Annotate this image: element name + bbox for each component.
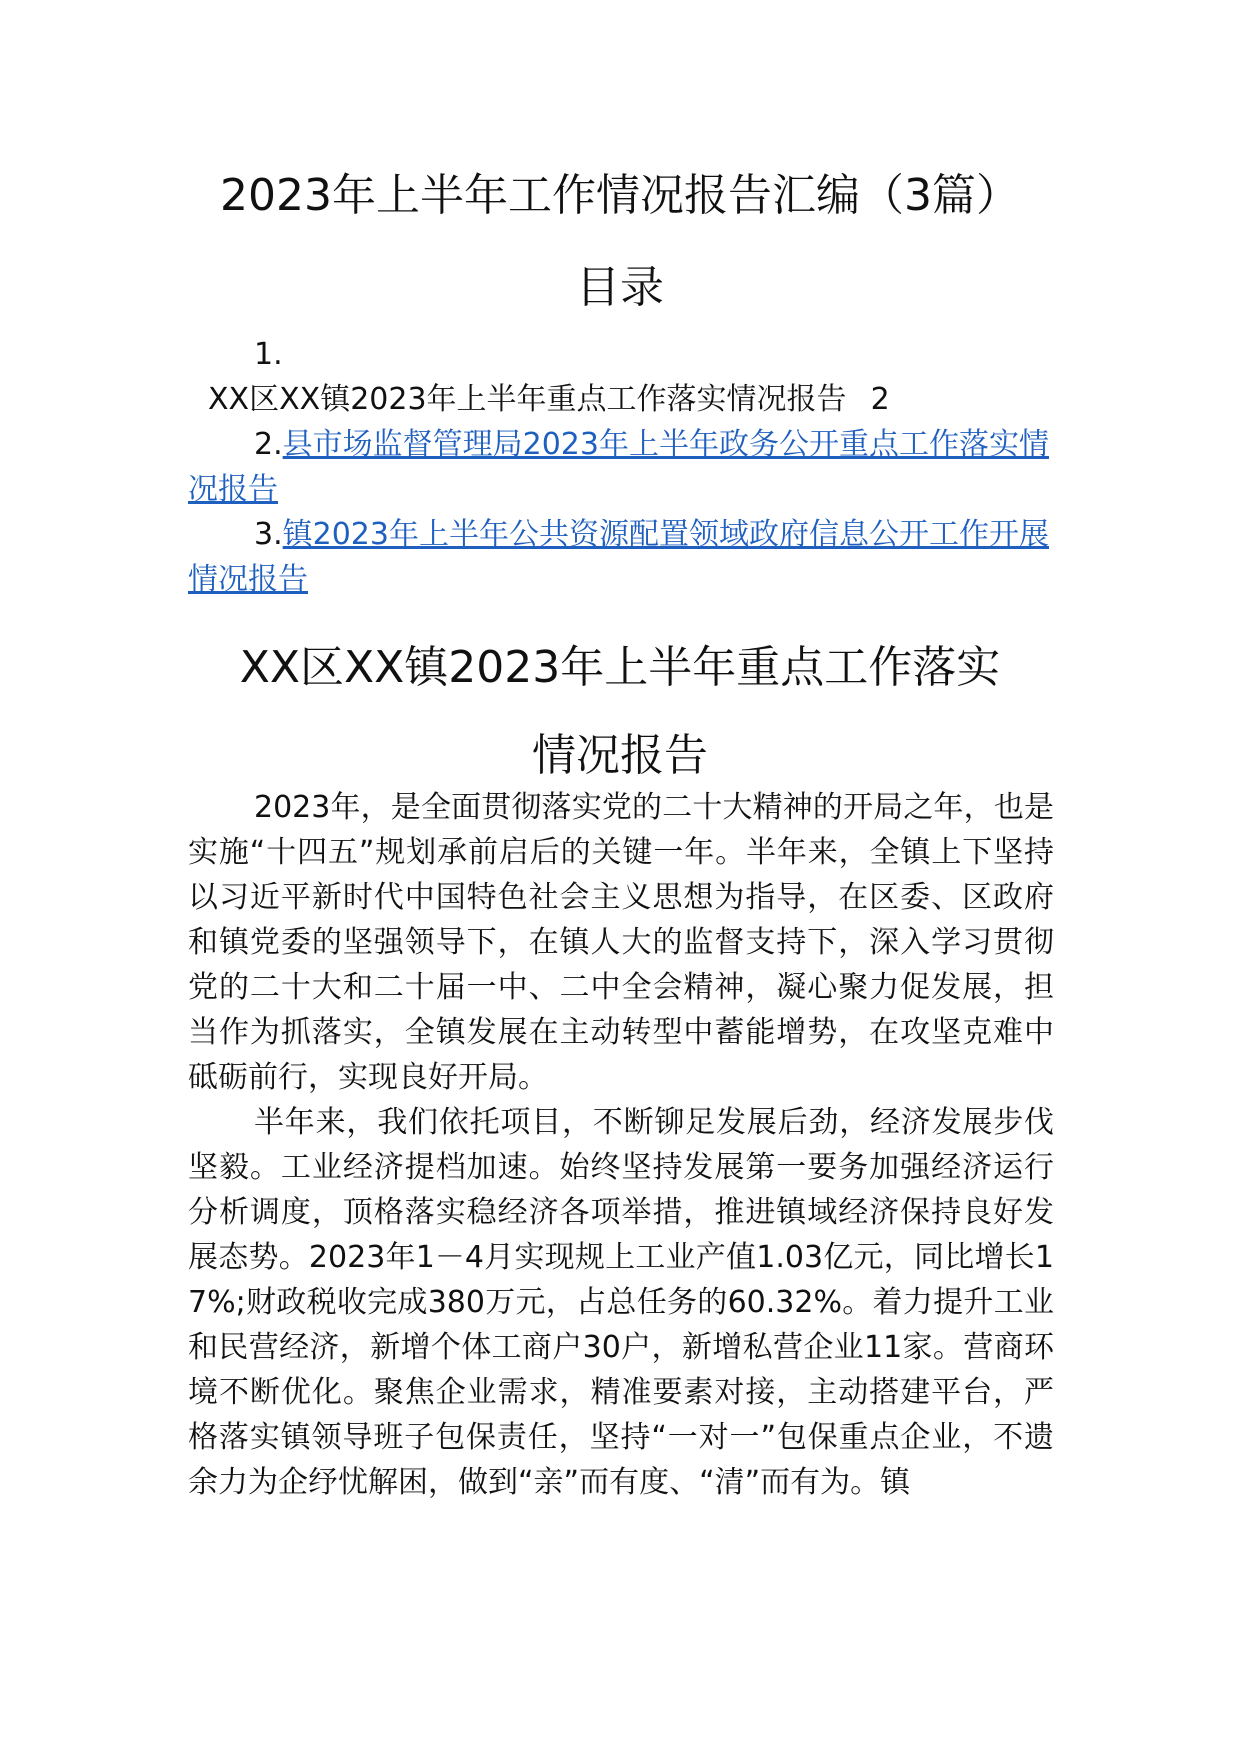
article-body xyxy=(188,785,1054,1505)
toc-entry-2[interactable] xyxy=(188,422,1054,512)
article-title-line-2: 情况报告 xyxy=(532,730,708,781)
article-title xyxy=(0,624,1240,800)
toc-heading: 目录 xyxy=(576,262,664,313)
toc-entry-title[interactable]: XX区XX镇2023年上半年重点工作落实情况报告 xyxy=(208,382,847,417)
toc-entry-link[interactable]: 镇2023年上半年公共资源配置领域政府信息公开工作开展情况报告 xyxy=(188,517,1049,597)
body-paragraph: 2023年，是全面贯彻落实党的二十大精神的开局之年，也是实施“十四五”规划承前启后的关键一年。半年来，全镇上下坚持以习近平新时代中国特色社会主义思想为指导，在区委、区政府和镇党委的坚强领导下，在镇人大的监督支持下，深入学习贯彻党的二十大和二十届一中、二中全会精神，凝心聚力促发展，担当作为抓落实，全镇发展在主动转型中蓄能增势，在攻坚克难中砥砺前行，实现良好开局。 xyxy=(188,790,1054,1095)
body-paragraph: 半年来，我们依托项目，不断铆足发展后劲，经济发展步伐坚毅。工业经济提档加速。始终坚持发展第一要务加强经济运行分析调度，顶格落实稳经济各项举措，推进镇域经济保持良好发展态势。2023年1－4月实现规上工业产值1.03亿元，同比增长17%;财政税收完成380万元，占总任务的60.32%。着力提升工业和民营经济，新增个体工商户30户，新增私营企业11家。营商环境不断优化。聚焦企业需求，精准要素对接，主动搭建平台，严格落实镇领导班子包保责任，坚持“一对一”包保重点企业，不遗余力为企纾忧解困，做到“亲”而有度、“清”而有为。镇 xyxy=(188,1105,1054,1500)
toc-entry-number: 2. xyxy=(254,427,283,462)
toc-entry-3[interactable] xyxy=(188,512,1054,602)
document-title: 2023年上半年工作情况报告汇编（3篇） xyxy=(220,170,1020,221)
toc-entry-link[interactable]: 县市场监督管理局2023年上半年政务公开重点工作落实情况报告 xyxy=(188,427,1049,507)
toc-entry-1[interactable] xyxy=(188,332,1054,422)
toc-page-number: 2 xyxy=(870,382,890,417)
toc-entry-number: 3. xyxy=(254,517,283,552)
table-of-contents xyxy=(188,332,1054,602)
article-title-line-1: XX区XX镇2023年上半年重点工作落实 xyxy=(239,642,1001,693)
toc-entry-number: 1. xyxy=(254,337,283,372)
